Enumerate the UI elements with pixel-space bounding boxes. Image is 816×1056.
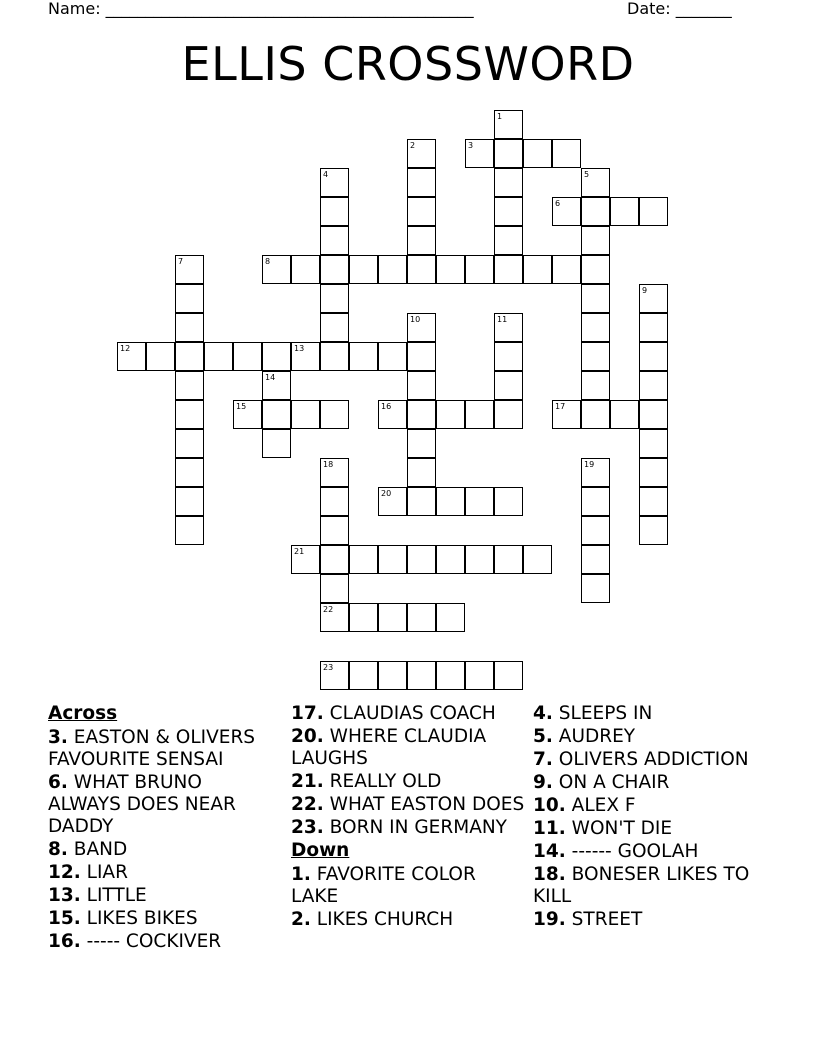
- grid-cell[interactable]: [639, 400, 668, 429]
- grid-cell[interactable]: [523, 545, 552, 574]
- grid-cell[interactable]: [581, 197, 610, 226]
- grid-cell[interactable]: [262, 371, 291, 400]
- clue-across-22: 22. WHAT EASTON DOES: [291, 794, 525, 815]
- cell-number: 14: [265, 373, 276, 382]
- grid-cell[interactable]: [494, 139, 523, 168]
- grid-cell[interactable]: [407, 371, 436, 400]
- grid-cell[interactable]: [320, 516, 349, 545]
- clue-across-13: 13. LITTLE: [48, 885, 147, 906]
- page-title: ELLIS CROSSWORD: [181, 37, 635, 91]
- grid-cell[interactable]: [436, 400, 465, 429]
- grid-cell[interactable]: [581, 313, 610, 342]
- grid-cell[interactable]: [407, 255, 436, 284]
- clue-across-17: 17. CLAUDIAS COACH: [291, 703, 496, 724]
- grid-cell[interactable]: [639, 371, 668, 400]
- grid-cell[interactable]: [494, 371, 523, 400]
- grid-cell[interactable]: [175, 284, 204, 313]
- grid-cell[interactable]: [494, 255, 523, 284]
- grid-cell[interactable]: [146, 342, 175, 371]
- clue-across-23: 23. BORN IN GERMANY: [291, 817, 507, 838]
- grid-cell[interactable]: [320, 661, 349, 690]
- grid-cell[interactable]: [436, 487, 465, 516]
- cell-number: 18: [323, 460, 334, 469]
- grid-cell[interactable]: [378, 255, 407, 284]
- grid-cell[interactable]: [523, 255, 552, 284]
- grid-cell[interactable]: [407, 197, 436, 226]
- grid-cell[interactable]: [320, 545, 349, 574]
- cell-number: 11: [497, 315, 508, 324]
- clue-down-9: 9. ON A CHAIR: [533, 772, 670, 793]
- clue-across-8: 8. BAND: [48, 839, 128, 860]
- cell-number: 8: [265, 257, 271, 266]
- grid-cell[interactable]: [494, 168, 523, 197]
- clue-down-10: 10. ALEX F: [533, 795, 636, 816]
- clue-across-3: 3. EASTON & OLIVERS FAVOURITE SENSAI: [48, 727, 256, 770]
- grid-cell[interactable]: [320, 197, 349, 226]
- grid-cell[interactable]: [349, 255, 378, 284]
- date-line: Date: _______: [627, 0, 732, 18]
- grid-cell[interactable]: [320, 168, 349, 197]
- grid-cell[interactable]: [407, 313, 436, 342]
- grid-cell[interactable]: [407, 139, 436, 168]
- grid-cell[interactable]: [204, 342, 233, 371]
- grid-cell[interactable]: [407, 168, 436, 197]
- grid-cell[interactable]: [465, 255, 494, 284]
- grid-cell[interactable]: [581, 255, 610, 284]
- cell-number: 1: [497, 112, 503, 121]
- grid-cell[interactable]: [262, 255, 291, 284]
- grid-cell[interactable]: [581, 284, 610, 313]
- cell-number: 20: [381, 489, 392, 498]
- grid-cell[interactable]: [494, 342, 523, 371]
- grid-cell[interactable]: [494, 226, 523, 255]
- grid-cell[interactable]: [175, 429, 204, 458]
- grid-cell[interactable]: [494, 313, 523, 342]
- cell-number: 6: [555, 199, 561, 208]
- grid-cell[interactable]: [407, 226, 436, 255]
- grid-cell[interactable]: [320, 342, 349, 371]
- grid-cell[interactable]: [465, 545, 494, 574]
- cell-number: 2: [410, 141, 416, 150]
- grid-cell[interactable]: [117, 342, 146, 371]
- name-line: Name: ______________________________________________: [48, 0, 474, 18]
- clue-across-16: 16. ----- COCKIVER: [48, 931, 222, 952]
- grid-cell[interactable]: [639, 458, 668, 487]
- grid-cell[interactable]: [494, 487, 523, 516]
- cell-number: 23: [323, 663, 334, 672]
- grid-cell[interactable]: [639, 284, 668, 313]
- grid-cell[interactable]: [436, 545, 465, 574]
- grid-cell[interactable]: [175, 458, 204, 487]
- grid-cell[interactable]: [465, 487, 494, 516]
- grid-cell[interactable]: [407, 458, 436, 487]
- grid-cell[interactable]: [639, 516, 668, 545]
- grid-cell[interactable]: [581, 226, 610, 255]
- grid-cell[interactable]: [291, 545, 320, 574]
- clue-down-2: 2. LIKES CHURCH: [291, 909, 454, 930]
- grid-cell[interactable]: [494, 110, 523, 139]
- grid-cell[interactable]: [378, 342, 407, 371]
- clue-across-12: 12. LIAR: [48, 862, 128, 883]
- grid-cell[interactable]: [320, 574, 349, 603]
- grid-cell[interactable]: [639, 197, 668, 226]
- grid-cell[interactable]: [320, 400, 349, 429]
- clue-down-18: 18. BONESER LIKES TO KILL: [533, 864, 750, 907]
- grid-cell[interactable]: [581, 545, 610, 574]
- grid-cell[interactable]: [291, 400, 320, 429]
- grid-cell[interactable]: [436, 603, 465, 632]
- cell-number: 22: [323, 605, 334, 614]
- grid-cell[interactable]: [581, 400, 610, 429]
- grid-cell[interactable]: [552, 255, 581, 284]
- clue-down-7: 7. OLIVERS ADDICTION: [533, 749, 749, 770]
- cell-number: 15: [236, 402, 247, 411]
- clues-column-1: [48, 703, 280, 954]
- grid-cell[interactable]: [175, 371, 204, 400]
- grid-cell[interactable]: [407, 545, 436, 574]
- cell-number: 17: [555, 402, 566, 411]
- grid-cell[interactable]: [175, 255, 204, 284]
- grid-cell[interactable]: [552, 197, 581, 226]
- grid-cell[interactable]: [581, 574, 610, 603]
- grid-cell[interactable]: [581, 487, 610, 516]
- grid-cell[interactable]: [320, 458, 349, 487]
- grid-cell[interactable]: [175, 400, 204, 429]
- clue-down-1: 1. FAVORITE COLOR LAKE: [291, 864, 476, 907]
- grid-cell[interactable]: [349, 545, 378, 574]
- grid-cell[interactable]: [552, 139, 581, 168]
- cell-number: 19: [584, 460, 595, 469]
- cell-number: 10: [410, 315, 421, 324]
- grid-cell[interactable]: [436, 661, 465, 690]
- clue-down-5: 5. AUDREY: [533, 726, 636, 747]
- grid-cell[interactable]: [407, 487, 436, 516]
- grid-cell[interactable]: [378, 487, 407, 516]
- grid-cell[interactable]: [581, 516, 610, 545]
- grid-cell[interactable]: [175, 516, 204, 545]
- grid-cell[interactable]: [320, 226, 349, 255]
- clue-down-4: 4. SLEEPS IN: [533, 703, 653, 724]
- grid-cell[interactable]: [262, 400, 291, 429]
- clue-across-6: 6. WHAT BRUNO ALWAYS DOES NEAR DADDY: [48, 772, 236, 837]
- grid-cell[interactable]: [175, 487, 204, 516]
- cell-number: 4: [323, 170, 329, 179]
- grid-cell[interactable]: [581, 458, 610, 487]
- grid-cell[interactable]: [320, 487, 349, 516]
- grid-cell[interactable]: [349, 342, 378, 371]
- clues-column-2: [291, 703, 527, 932]
- grid-cell[interactable]: [494, 661, 523, 690]
- grid-cell[interactable]: [581, 371, 610, 400]
- grid-cell[interactable]: [378, 545, 407, 574]
- cell-number: 7: [178, 257, 184, 266]
- cell-number: 3: [468, 141, 474, 150]
- grid-cell[interactable]: [465, 400, 494, 429]
- grid-cell[interactable]: [349, 603, 378, 632]
- clue-across-20: 20. WHERE CLAUDIA LAUGHS: [291, 726, 487, 769]
- grid-cell[interactable]: [610, 400, 639, 429]
- grid-cell[interactable]: [233, 400, 262, 429]
- cell-number: 13: [294, 344, 305, 353]
- grid-cell[interactable]: [581, 342, 610, 371]
- down-heading: Down: [291, 840, 350, 861]
- grid-cell[interactable]: [378, 603, 407, 632]
- clues-column-3: [533, 703, 773, 932]
- across-heading: Across: [48, 703, 118, 724]
- grid-cell[interactable]: [320, 603, 349, 632]
- cell-number: 12: [120, 344, 131, 353]
- grid-cell[interactable]: [523, 139, 552, 168]
- cell-number: 5: [584, 170, 590, 179]
- clue-down-11: 11. WON'T DIE: [533, 818, 673, 839]
- grid-cell[interactable]: [262, 342, 291, 371]
- clue-across-15: 15. LIKES BIKES: [48, 908, 198, 929]
- clue-across-21: 21. REALLY OLD: [291, 771, 442, 792]
- grid-cell[interactable]: [320, 313, 349, 342]
- grid-cell[interactable]: [639, 487, 668, 516]
- cell-number: 9: [642, 286, 648, 295]
- grid-cell[interactable]: [552, 400, 581, 429]
- grid-cell[interactable]: [320, 255, 349, 284]
- clue-down-14: 14. ------ GOOLAH: [533, 841, 699, 862]
- grid-cell[interactable]: [291, 255, 320, 284]
- clue-down-19: 19. STREET: [533, 909, 643, 930]
- cell-number: 16: [381, 402, 392, 411]
- grid-cell[interactable]: [494, 400, 523, 429]
- grid-cell[interactable]: [494, 545, 523, 574]
- grid-cell[interactable]: [407, 661, 436, 690]
- grid-cell[interactable]: [494, 197, 523, 226]
- grid-cell[interactable]: [639, 313, 668, 342]
- cell-number: 21: [294, 547, 305, 556]
- grid-cell[interactable]: [407, 603, 436, 632]
- grid-cell[interactable]: [465, 139, 494, 168]
- grid-cell[interactable]: [407, 400, 436, 429]
- grid-cell[interactable]: [581, 168, 610, 197]
- grid-cell[interactable]: [610, 197, 639, 226]
- grid-cell[interactable]: [407, 342, 436, 371]
- grid-cell[interactable]: [233, 342, 262, 371]
- grid-cell[interactable]: [465, 661, 494, 690]
- grid-cell[interactable]: [378, 661, 407, 690]
- grid-cell[interactable]: [378, 400, 407, 429]
- grid-cell[interactable]: [175, 342, 204, 371]
- grid-cell[interactable]: [320, 284, 349, 313]
- grid-cell[interactable]: [262, 429, 291, 458]
- grid-cell[interactable]: [639, 429, 668, 458]
- grid-cell[interactable]: [639, 342, 668, 371]
- grid-cell[interactable]: [436, 255, 465, 284]
- grid-cell[interactable]: [175, 313, 204, 342]
- grid-cell[interactable]: [349, 661, 378, 690]
- grid-cell[interactable]: [407, 429, 436, 458]
- grid-cell[interactable]: [291, 342, 320, 371]
